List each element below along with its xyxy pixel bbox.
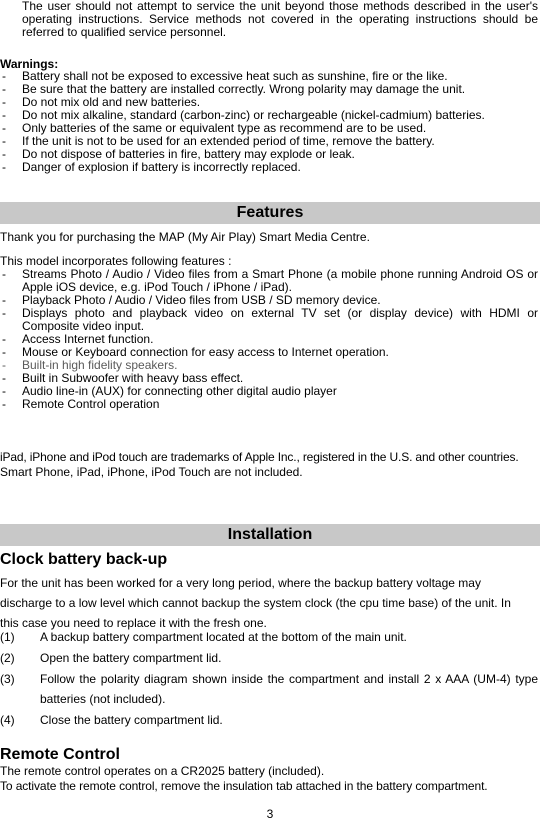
trademark-notice: iPad, iPhone and iPod touch are trademarks of Apple Inc., registered in the U.S. and other countries. (0, 450, 519, 464)
list-item: - Danger of explosion if battery is incorrectly replaced. (2, 160, 301, 174)
not-included-notice: Smart Phone, iPad, iPhone, iPod Touch are not included. (0, 465, 303, 479)
warnings-list (0, 70, 538, 174)
list-item: (1) A backup battery compartment located at the bottom of the main unit. (0, 630, 407, 644)
features-list (0, 268, 538, 411)
list-item: - Streams Photo / Audio / Video files from a Smart Phone (a mobile phone running Android OS or Apple iOS device, e.g. iPod Touch / iPhone / iPad). (2, 267, 538, 294)
features-heading-bar (0, 202, 540, 224)
remote-text-line: To activate the remote control, remove the insulation tab attached in the battery compartment. (0, 779, 488, 793)
clock-text-line: this case you need to replace it with the fresh one. (0, 616, 267, 630)
list-item: - Access Internet function. (2, 332, 154, 346)
list-item: - Playback Photo / Audio / Video files from USB / SD memory device. (2, 293, 381, 307)
remote-text-line: The remote control operates on a CR2025 battery (included). (0, 764, 325, 778)
warnings-title: Warnings: (0, 57, 59, 71)
page-number: 3 (266, 807, 274, 821)
list-item: - Be sure that the battery are installed correctly. Wrong polarity may damage the unit. (2, 82, 466, 96)
list-item: (3) Follow the polarity diagram shown inside the compartment and install 2 x AAA (UM-4) type batteries (not included). (0, 672, 538, 706)
remote-control-heading: Remote Control (0, 746, 120, 763)
list-item: - Built-in high fidelity speakers. (2, 358, 178, 372)
list-item: - Remote Control operation (2, 397, 160, 411)
list-item: - Built in Subwoofer with heavy bass effect. (2, 371, 244, 385)
clock-text-line: discharge to a low level which cannot backup the system clock (the cpu time base) of the unit. In (0, 596, 511, 610)
clock-text-line: For the unit has been worked for a very long period, where the backup battery voltage may (0, 576, 481, 590)
clock-battery-heading: Clock battery back-up (0, 551, 168, 568)
installation-heading: Installation (227, 526, 313, 543)
installation-steps (0, 627, 538, 731)
list-item: - If the unit is not to be used for an extended period of time, remove the battery. (2, 134, 435, 148)
list-item: - Do not dispose of batteries in fire, battery may explode or leak. (2, 147, 355, 161)
list-item: - Do not mix alkaline, standard (carbon-zinc) or rechargeable (nickel-cadmium) batteries. (2, 108, 485, 122)
installation-heading-bar (0, 524, 540, 546)
features-thanks: Thank you for purchasing the MAP (My Air Play) Smart Media Centre. (0, 230, 370, 244)
service-note: The user should not attempt to service the unit beyond those methods described in the user's operating instructions. Service methods not covered in the operating instructions should be referred to qualified service personnel. (22, 0, 538, 39)
list-item: - Battery shall not be exposed to excessive heat such as sunshine, fire or the like. (2, 69, 448, 83)
list-item: - Mouse or Keyboard connection for easy access to Internet operation. (2, 345, 389, 359)
list-item: (2) Open the battery compartment lid. (0, 651, 222, 665)
features-heading: Features (236, 204, 304, 221)
list-item: - Audio line-in (AUX) for connecting other digital audio player (2, 384, 337, 398)
list-item: - Displays photo and playback video on external TV set (or display device) with HDMI or Composite video input. (2, 306, 538, 333)
list-item: (4) Close the battery compartment lid. (0, 713, 223, 727)
features-intro: This model incorporates following features : (0, 254, 232, 268)
list-item: - Only batteries of the same or equivalent type as recommend are to be used. (2, 121, 427, 135)
list-item: - Do not mix old and new batteries. (2, 95, 201, 109)
